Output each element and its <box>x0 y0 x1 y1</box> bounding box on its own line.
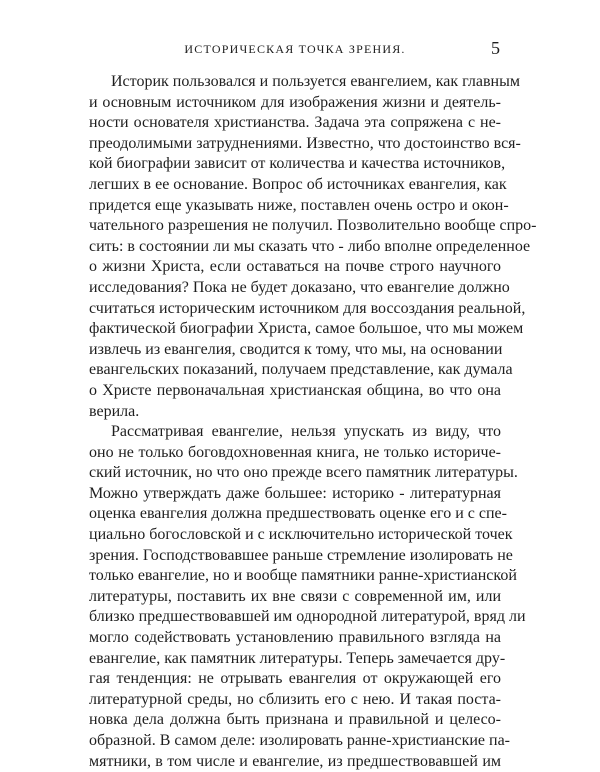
text-line: фактической биографии Христа, самое большое, что мы можем <box>89 320 524 338</box>
text-line: гая тенденция: не отрывать евангелия от окружающей его <box>89 670 501 688</box>
page-body <box>89 72 537 772</box>
text-line: и основным источником для изображения жизни и деятель- <box>89 93 501 111</box>
text-line: чательного разрешения не получил. Позволительно вообще спро- <box>89 217 537 235</box>
text-line: ский источник, но что оно прежде всего памятник литературы. <box>89 464 518 482</box>
text-line: исследования? Пока не будет доказано, что евангелие должно <box>89 278 510 296</box>
text-line: ности основателя христианства. Задача эта сопряжена с не- <box>89 114 501 132</box>
text-line: извлечь из евангелия, сводится к тому, что мы, на основании <box>89 340 503 358</box>
text-line: только евангелие, но и вообще памятники ранне-христианской <box>89 567 517 585</box>
text-line: литературы, поставить их вне связи с современной им, или <box>89 587 501 605</box>
text-line: близко предшествовавшей им однородной литературой, вряд ли <box>89 608 526 626</box>
text-line: Рассматривая евангелие, нельзя упускать из виду, что <box>111 423 501 441</box>
text-line: оценка евангелия должна предшествовать оценке его и с спе- <box>89 505 507 523</box>
text-line: легших в ее основание. Вопрос об источниках евангелия, как <box>89 175 507 193</box>
text-line: новка дела должна быть признана и правильной и целесо- <box>89 711 501 729</box>
text-line: кой биографии зависит от количества и качества источников, <box>89 155 506 173</box>
paragraph <box>89 422 526 772</box>
text-line: Историк пользовался и пользуется евангелием, как главным <box>111 73 520 90</box>
page-header <box>90 40 500 60</box>
text-line: мятники, в том числе и евангелие, из предшествовавшей им <box>89 752 501 770</box>
text-line: о Христе первоначальная христианская община, во что она <box>89 381 501 399</box>
text-line: образной. В самом деле: изолировать ранне-христианские па- <box>89 732 510 749</box>
text-line: литературной среды, но сблизить его с нею. И такая поста- <box>89 690 501 708</box>
text-line: верила. <box>89 402 140 420</box>
text-line: Можно утверждать даже большее: историко - литературная <box>89 484 501 502</box>
text-line: циально богословской и с исключительно исторической точек <box>89 526 513 544</box>
text-line: преодолимыми затруднениями. Известно, что достоинство вся- <box>89 134 521 152</box>
text-line: считаться историческим источником для воссоздания реальной, <box>89 299 526 317</box>
text-line: оно не только боговдохновенная книга, не только историче- <box>89 443 501 461</box>
text-line: евангельских показаний, получаем представление, как думала <box>89 361 513 379</box>
running-title: ИСТОРИЧЕСКАЯ ТОЧКА ЗРЕНИЯ. <box>184 42 406 56</box>
paragraph <box>89 72 537 422</box>
text-line: евангелие, как памятник литературы. Теперь замечается дру- <box>89 649 506 667</box>
text-line: могло содействовать установлению правильного взгляда на <box>89 629 501 647</box>
page-number: 5 <box>491 38 500 58</box>
text-line: зрения. Господствовавшее раньше стремление изолировать не <box>89 546 513 564</box>
text-line: придется еще указывать ниже, поставлен очень остро и окон- <box>89 196 509 214</box>
text-line: о жизни Христа, если оставаться на почве строго научного <box>89 258 501 276</box>
text-line: сить: в состоянии ли мы сказать что - либо вполне определенное <box>89 237 531 255</box>
